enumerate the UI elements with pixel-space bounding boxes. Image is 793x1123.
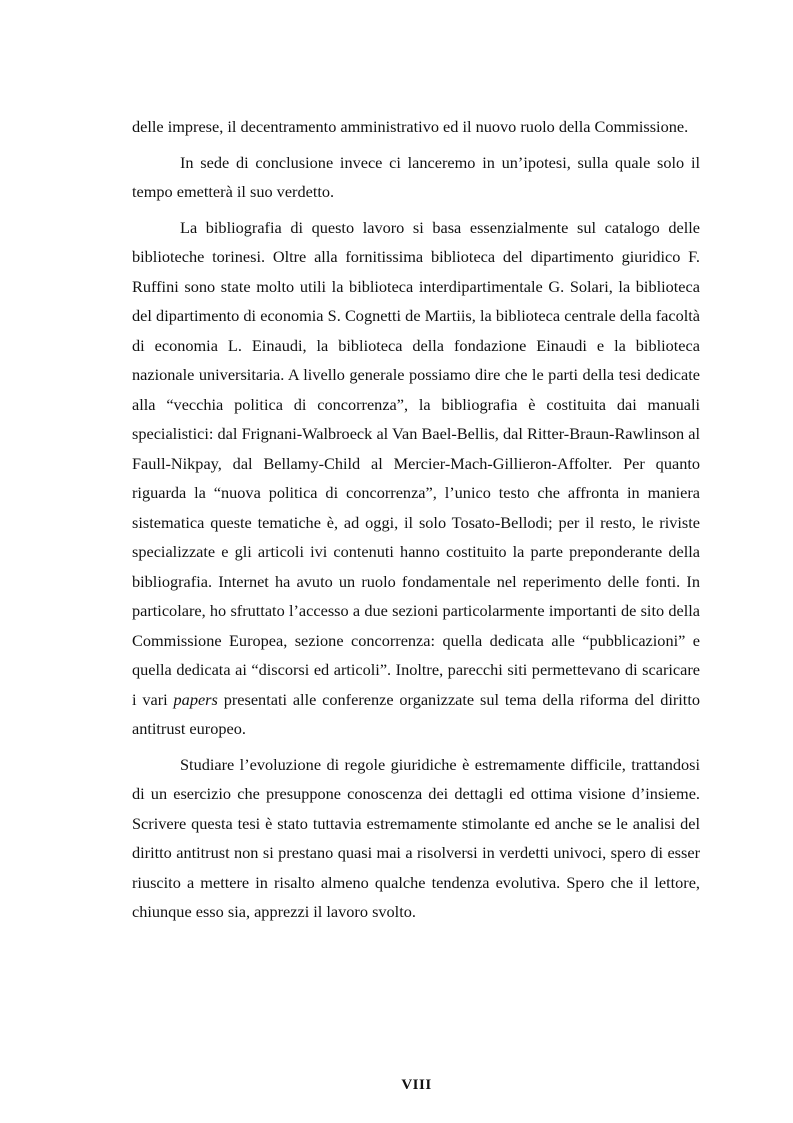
paragraph-text: delle imprese, il decentramento amministrativo ed il nuovo ruolo della Commissione. — [132, 117, 689, 136]
paragraph-text: La bibliografia di questo lavoro si basa essenzialmente sul catalogo delle biblioteche torinesi. Oltre alla fornitissima biblioteca del dipartimento giuridico F. Ruffini sono state molto utili la biblioteca interdipartimentale G. Solari, la biblioteca del dipartimento di economia S. Cognetti de Martiis, la biblioteca centrale della facoltà di economia L. Einaudi, la biblioteca della fondazione Einaudi e la biblioteca nazionale universitaria. A livello generale possiamo dire che le parti della tesi dedicate alla “vecchia politica di concorrenza”, la bibliografia è costituita dai manuali specialistici: dal Frignani-Walbroeck al Van Bael-Bellis, dal Ritter-Braun-Rawlinson al Faull-Nikpay, dal Bellamy-Child al Mercier-Mach-Gillieron-Affolter. Per quanto riguarda la “nuova politica di concorrenza”, l’unico testo che affronta in maniera sistematica queste tematiche è, ad oggi, il solo Tosato-Bellodi; per il resto, le riviste specializzate e gli articoli ivi contenuti hanno costituito la parte preponderante della bibliografia. Internet ha avuto un ruolo fondamentale nel reperimento delle fonti. In particolare, ho sfruttato l’accesso a due sezioni particolarmente importanti de sito della Commissione Europea, sezione concorrenza: quella dedicata alle “pubblicazioni” e quella dedicata ai “discorsi ed articoli”. Inoltre, parecchi siti permettevano di scaricare i vari — [132, 217, 700, 709]
paragraph — [132, 213, 700, 744]
page-number: VIII — [401, 1077, 432, 1093]
paragraph — [132, 750, 700, 927]
paragraph — [132, 112, 700, 142]
paragraph-text: In sede di conclusione invece ci lanceremo in un’ipotesi, sulla quale solo il tempo emetterà il suo verdetto. — [132, 152, 700, 201]
paragraph — [132, 148, 700, 207]
body-text — [132, 112, 700, 933]
paragraph-text: Studiare l’evoluzione di regole giuridiche è estremamente difficile, trattandosi di un esercizio che presuppone conoscenza dei dettagli ed ottima visione d’insieme. Scrivere questa tesi è stato tuttavia estremamente stimolante ed anche se le analisi del diritto antitrust non si prestano quasi mai a risolversi in verdetti univoci, spero di esser riuscito a mettere in risalto almeno qualche tendenza evolutiva. Spero che il lettore, chiunque esso sia, apprezzi il lavoro svolto. — [132, 754, 700, 921]
italic-text: papers — [173, 689, 218, 709]
paragraph-text: presentati alle conferenze organizzate sul tema della riforma del diritto antitrust europeo. — [132, 689, 700, 738]
